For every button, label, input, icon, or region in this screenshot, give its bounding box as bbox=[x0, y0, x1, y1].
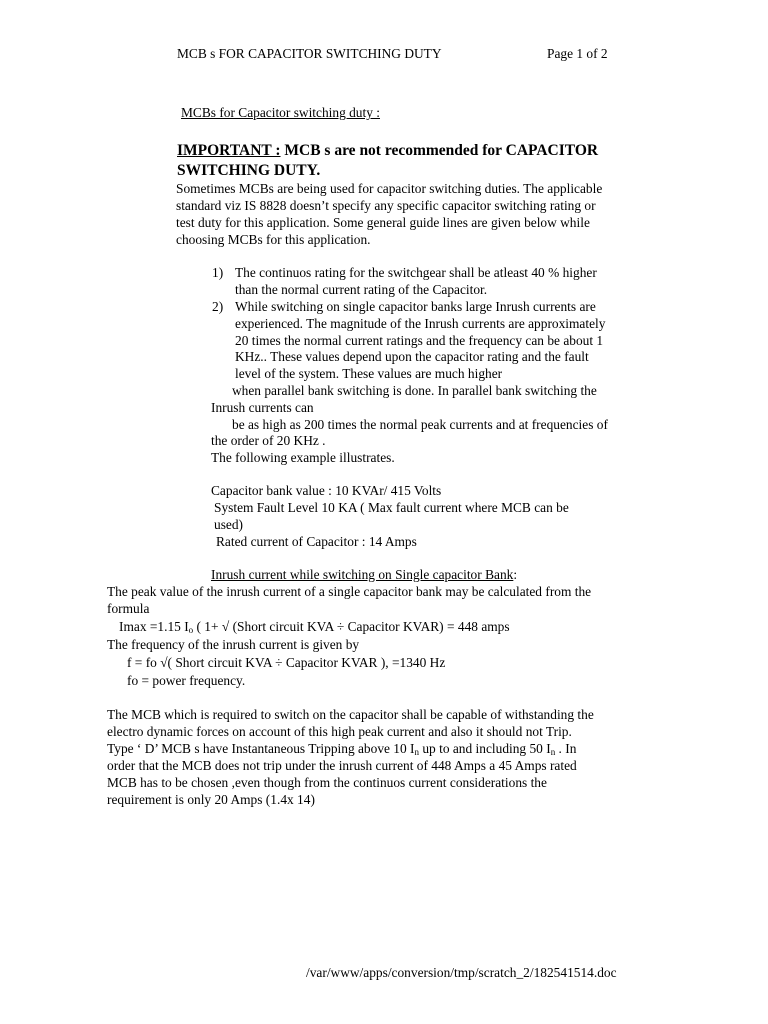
conclusion-line: order that the MCB does not trip under the inrush current of 448 Amps a 45 Amps rated bbox=[107, 758, 577, 773]
list-item-1-line: The continuos rating for the switchgear shall be atleast 40 % higher bbox=[235, 265, 597, 280]
conclusion-line: Type ‘ D’ MCB s have Instantaneous Tripping above 10 $I_n$ up to and including 50 $I_n$ . In bbox=[107, 741, 577, 757]
section-title: MCBs for Capacitor switching duty : bbox=[181, 105, 380, 120]
footer-file-path: /var/www/apps/conversion/tmp/scratch_2/182541514.doc bbox=[306, 965, 617, 980]
conclusion-line: requirement is only 20 Amps (1.4x 14) bbox=[107, 792, 315, 807]
frequency-formula: f = fo √( Short circuit KVA ÷ Capacitor KVAR ), =1340 Hz bbox=[127, 655, 446, 670]
intro-line: Sometimes MCBs are being used for capacitor switching duties. The applicable bbox=[176, 181, 603, 196]
inrush-heading: Inrush current while switching on Single capacitor Bank: bbox=[211, 567, 518, 582]
parallel-line: be as high as 200 times the normal peak currents and at frequencies of bbox=[232, 417, 608, 432]
parallel-line: the order of 20 KHz . bbox=[211, 433, 326, 448]
intro-line: test duty for this application. Some general guide lines are given below while bbox=[176, 215, 590, 230]
header-title: MCB s FOR CAPACITOR SWITCHING DUTY bbox=[177, 46, 442, 61]
parallel-line: when parallel bank switching is done. In parallel bank switching the bbox=[232, 383, 597, 398]
list-number-1: 1) bbox=[212, 265, 224, 280]
list-item-2-line: experienced. The magnitude of the Inrush currents are approximately bbox=[235, 316, 606, 331]
important-text-line2: SWITCHING DUTY. bbox=[177, 162, 321, 179]
system-fault-level-cont: used) bbox=[214, 517, 244, 532]
fo-definition: fo = power frequency. bbox=[127, 673, 246, 688]
capacitor-bank-value: Capacitor bank value : 10 KVAr/ 415 Volts bbox=[211, 483, 442, 498]
parallel-line: The following example illustrates. bbox=[211, 450, 395, 465]
peak-line: The peak value of the inrush current of a single capacitor bank may be calculated from the bbox=[107, 584, 592, 599]
page-indicator: Page 1 of 2 bbox=[547, 46, 608, 61]
important-text-line1: MCB s are not recommended for CAPACITOR bbox=[280, 142, 599, 159]
rated-current: Rated current of Capacitor : 14 Amps bbox=[216, 534, 417, 549]
imax-formula: Imax =1.15 $I_o$ ( 1+ √ (Short circuit KVA ÷ Capacitor KVAR) = 448 amps bbox=[119, 619, 510, 635]
frequency-intro: The frequency of the inrush current is given by bbox=[107, 637, 360, 652]
conclusion-line: MCB has to be chosen ,even though from the continuos current considerations the bbox=[107, 775, 547, 790]
list-item-2-line: 20 times the normal current ratings and the frequency can be about 1 bbox=[235, 333, 604, 348]
list-item-2-line: KHz.. These values depend upon the capacitor rating and the fault bbox=[235, 349, 589, 364]
conclusion-line: electro dynamic forces on account of this high peak current and also it should not Trip. bbox=[107, 724, 572, 739]
important-label: IMPORTANT : bbox=[177, 142, 281, 159]
peak-line: formula bbox=[107, 601, 150, 616]
intro-line: standard viz IS 8828 doesn’t specify any specific capacitor switching rating or bbox=[176, 198, 596, 213]
system-fault-level: System Fault Level 10 KA ( Max fault current where MCB can be bbox=[214, 500, 569, 515]
list-number-2: 2) bbox=[212, 299, 224, 314]
list-item-2-line: While switching on single capacitor banks large Inrush currents are bbox=[235, 299, 596, 314]
intro-line: choosing MCBs for this application. bbox=[176, 232, 371, 247]
parallel-line: Inrush currents can bbox=[211, 400, 314, 415]
list-item-1-line: than the normal current rating of the Capacitor. bbox=[235, 282, 488, 297]
conclusion-line: The MCB which is required to switch on the capacitor shall be capable of withstanding the bbox=[107, 707, 594, 722]
important-notice bbox=[177, 141, 598, 181]
list-item-2-line: level of the system. These values are much higher bbox=[235, 366, 503, 381]
